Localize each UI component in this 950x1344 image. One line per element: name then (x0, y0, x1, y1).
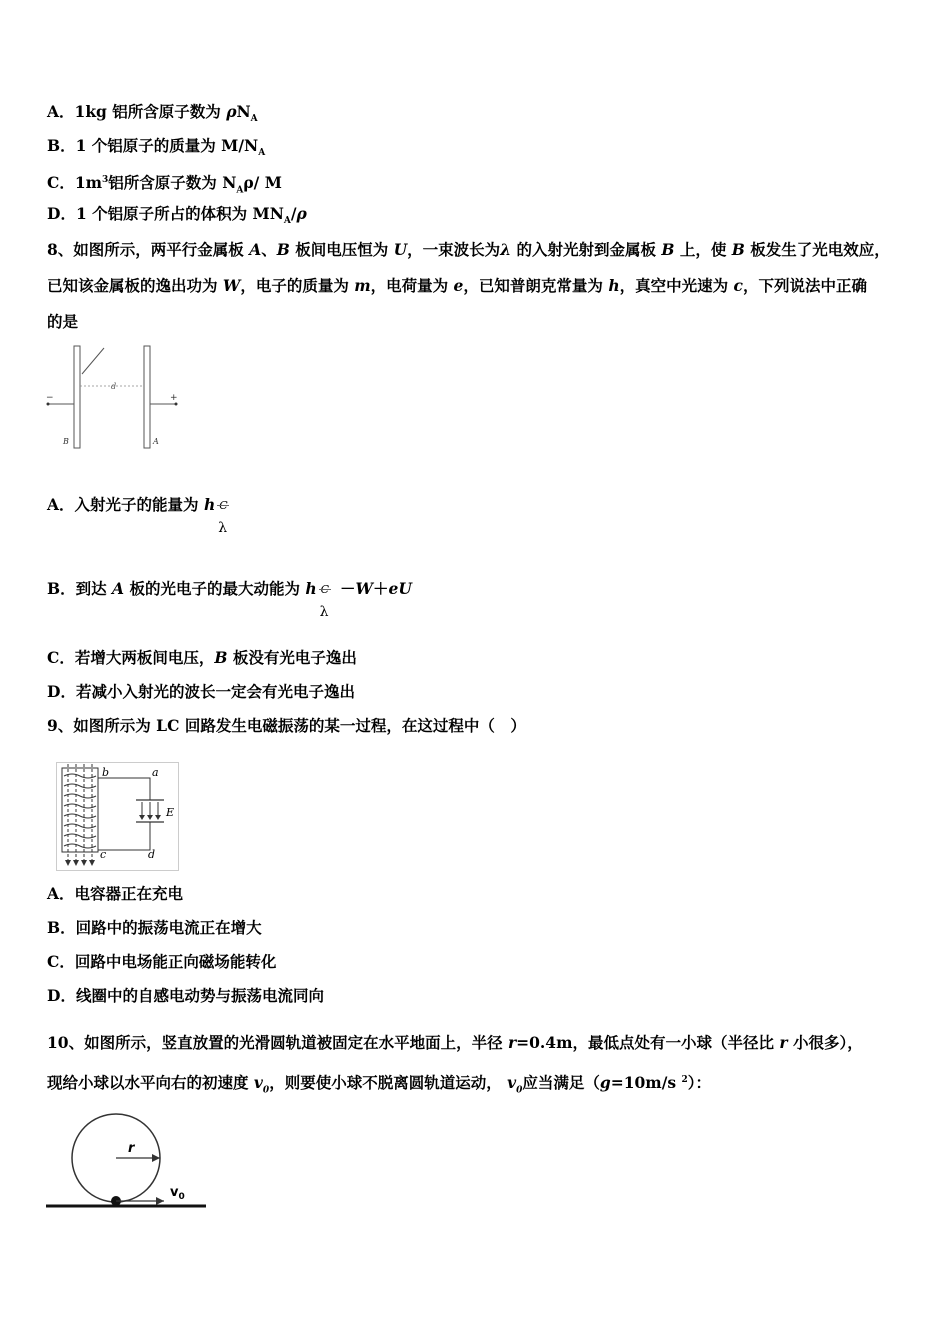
label-c: c (100, 848, 107, 861)
q7-option-a: A．1kg 铝所含原子数为 $\rho N_A$ (47, 102, 258, 125)
q9-option-a: A．电容器正在充电 (47, 884, 184, 903)
q8-option-b: B．到达 A 板的光电子的最大动能为 h C λ －W＋eU (47, 568, 412, 611)
label-plus: + (170, 393, 178, 403)
coil (62, 768, 98, 852)
q9-option-b: B．回路中的振荡电流正在增大 (47, 918, 262, 937)
label-r: r (128, 1141, 135, 1156)
incident-light-ray (82, 348, 104, 374)
fraction-c-over-lambda: C λ (218, 499, 228, 536)
q9-option-c: C．回路中电场能正向磁场能转化 (47, 952, 277, 971)
q8-option-a: A．入射光子的能量为 h C λ (47, 484, 233, 527)
label-minus: − (46, 393, 54, 403)
label-e: E (166, 806, 175, 819)
label-plate-a: A (153, 437, 159, 446)
label-d: d (148, 848, 156, 861)
q9-option-d: D．线圈中的自感电动势与振荡电流同向 (47, 986, 324, 1005)
plate-a (144, 346, 150, 448)
q8-stem-line2: 已知该金属板的逸出功为 W，电子的质量为 m，电荷量为 e，已知普朗克常量为 h，真空中光速为 c，下列说法中正确 (47, 276, 867, 295)
q7-option-d: D．1 个铝原子所占的体积为 $MN_A/\rho$ (47, 204, 307, 227)
q10-stem-line1: 10、如图所示，竖直放置的光滑圆轨道被固定在水平地面上，半径 r=0.4m，最低点处有一小球（半径比 r 小很多）， (47, 1033, 863, 1052)
fraction-c-over-lambda: C λ (319, 583, 330, 620)
magnetic-field-lines (68, 764, 92, 862)
q8-stem-line1: 8、如图所示，两平行金属板 A、B 板间电压恒为 U，一束波长为λ 的入射光射到金属板 B 上，使 B 板发生了光电效应， (47, 240, 890, 259)
q9-lc-circuit-figure (56, 762, 180, 872)
q10-circular-track-figure (44, 1112, 208, 1212)
label-plate-b: B (63, 437, 69, 446)
q10-stem-line2: 现给小球以水平向右的初速度 $v_0$，则要使小球不脱离圆轨道运动， $v_0$应当满足（g=10m/s $^2$）： (47, 1073, 712, 1096)
q7-option-b: B．1 个铝原子的质量为 $M/N_A$ (47, 136, 266, 159)
label-a: a (152, 766, 159, 779)
q8-stem-line3: 的是 (47, 312, 79, 331)
label-v0: $v_0$ (170, 1185, 185, 1202)
label-d: d (111, 382, 117, 391)
plate-b (74, 346, 80, 448)
q8-plates-figure (44, 344, 184, 452)
q8-option-c: C．若增大两板间电压，B 板没有光电子逸出 (47, 648, 357, 667)
label-b: b (102, 766, 110, 779)
q8-option-d: D．若减小入射光的波长一定会有光电子逸出 (47, 682, 355, 701)
q7-option-c: C．$1m^3$铝所含原子数为 $N_A\rho/$ M (47, 173, 282, 196)
q9-stem: 9、如图所示为 LC 回路发生电磁振荡的某一过程，在这过程中（ ） (47, 716, 526, 735)
